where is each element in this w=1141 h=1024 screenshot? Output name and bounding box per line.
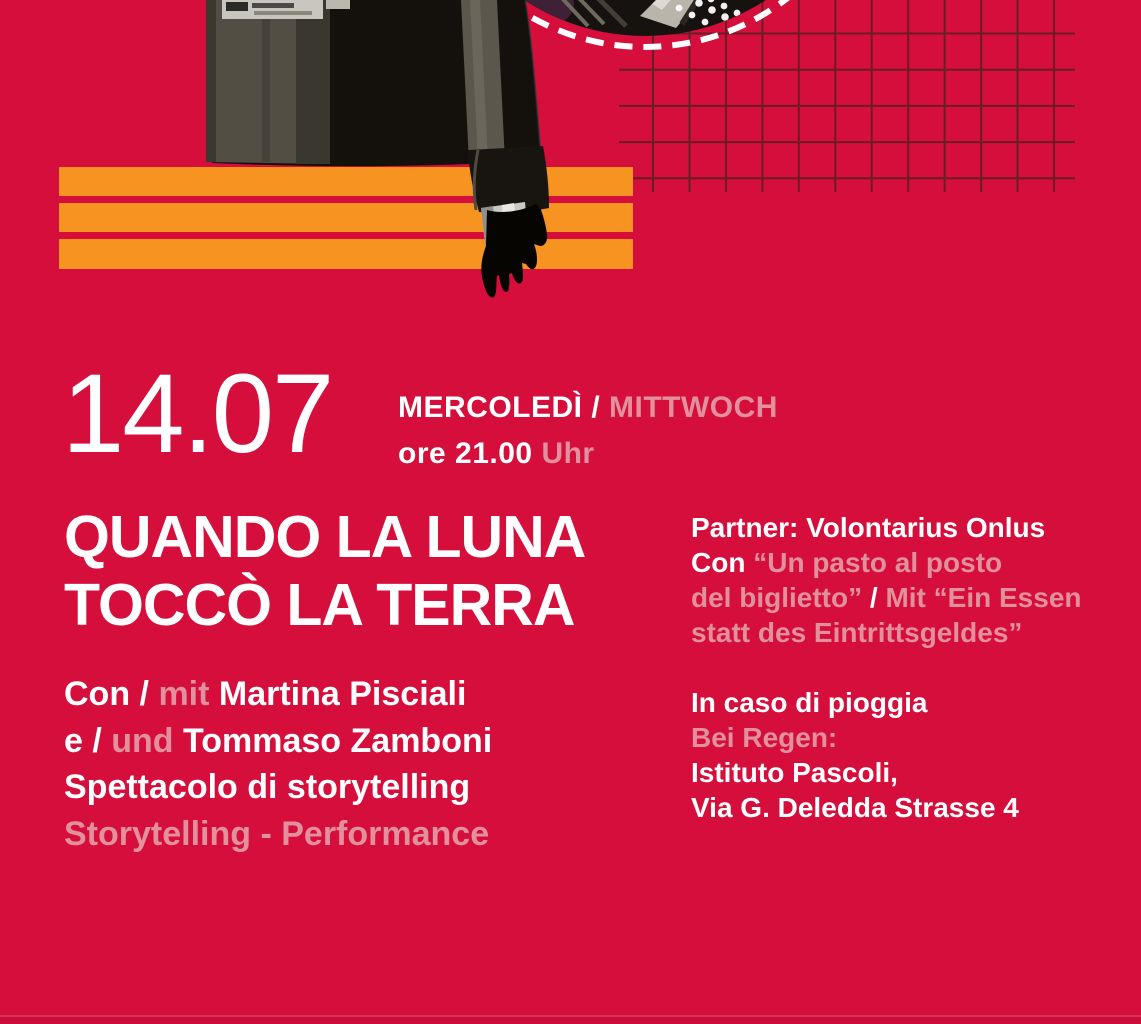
stripe-bar: [59, 239, 633, 269]
time-german: Uhr: [541, 437, 595, 470]
credits-and-de: und: [111, 721, 184, 760]
partner-con: Con: [691, 547, 754, 578]
weekday-line: [398, 390, 778, 426]
bottom-edge-band: [0, 1017, 1141, 1024]
time-italian: ore 21.00: [398, 437, 533, 470]
time-line: [398, 436, 595, 472]
partner-info: [691, 510, 1082, 650]
partner-line-2: [691, 545, 1082, 580]
performer-2-name: Tommaso Zamboni: [183, 721, 493, 760]
partner-line-1: Partner: Volontarius Onlus: [691, 512, 1046, 543]
credits-con-de: mit: [158, 675, 219, 713]
rain-line-italian: In caso di pioggia: [691, 687, 928, 718]
show-type-german: Storytelling - Performance: [64, 814, 490, 853]
title-line-1: QUANDO LA LUNA: [64, 504, 586, 570]
show-type-italian: Spettacolo di storytelling: [64, 768, 471, 806]
partner-line-3: [691, 580, 1082, 615]
partner-slash: /: [869, 582, 878, 613]
credits: [64, 671, 492, 857]
partner-quote-it-2: del biglietto”: [691, 582, 870, 613]
rain-address: Via G. Deledda Strasse 4: [691, 792, 1019, 823]
title-line-2: TOCCÒ LA TERRA: [64, 572, 575, 638]
credits-line-1: [64, 671, 492, 718]
partner-line-4: statt des Eintrittsgeldes”: [691, 617, 1023, 648]
rain-venue: Istituto Pascoli,: [691, 757, 898, 788]
credits-and-it: e /: [64, 721, 112, 760]
credits-line-2: [64, 718, 492, 765]
rain-info: [691, 685, 1019, 825]
performer-1-name: Martina Pisciali: [218, 675, 467, 713]
poster-artwork: [0, 0, 1141, 340]
event-title: [64, 503, 585, 639]
rain-line-german: Bei Regen:: [691, 722, 838, 753]
weekday-german: MITTWOCH: [609, 391, 778, 424]
event-date: 14.07: [62, 351, 333, 476]
credits-con-it: Con /: [64, 675, 159, 713]
partner-quote-de-1: Mit “Ein Essen: [877, 582, 1082, 613]
weekday-italian: MERCOLEDÌ /: [398, 391, 601, 424]
partner-quote-it-1: “Un pasto al posto: [753, 547, 1003, 578]
